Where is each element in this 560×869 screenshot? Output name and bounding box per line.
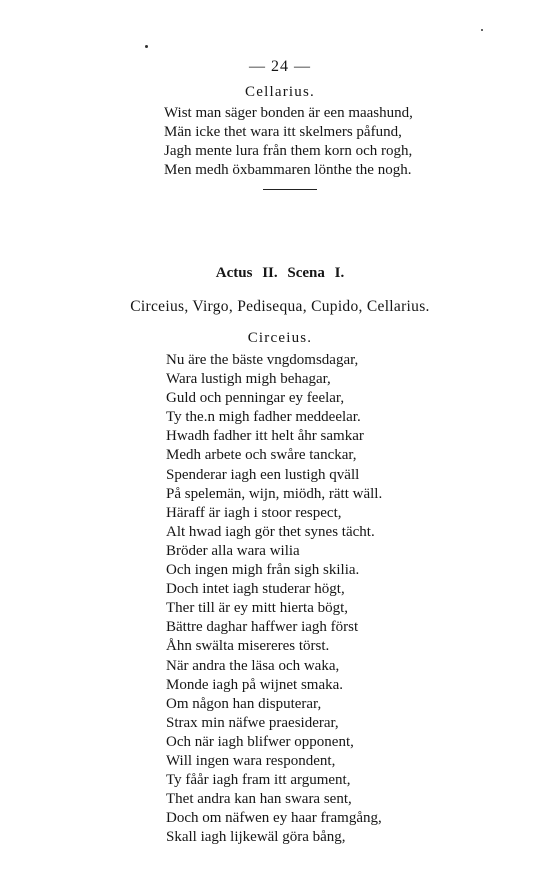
speaker-name-circeius: Circeius. [247, 330, 313, 346]
verse-line: Spenderar iagh een lustigh qväll [166, 466, 360, 483]
verse-line: Will ingen wara respondent, [166, 752, 336, 769]
verse-line: Wist man säger bonden är een maashund, [164, 105, 413, 121]
verse-line: Skall iagh lijkewäl göra bång, [166, 829, 346, 846]
verse-line: Ty the.n migh fadher meddeelar. [166, 409, 361, 426]
verse-line: Häraff är iagh i stoor respect, [166, 504, 342, 521]
verse-line: Thet andra kan han swara sent, [166, 791, 352, 808]
verse-line: På spelemän, wijn, miödh, rätt wäll. [166, 485, 383, 502]
verse-line: Men medh öxbammaren lönthe the nogh. [164, 161, 412, 178]
verse-line: Bröder alla wara wilia [166, 542, 300, 559]
speaker-name-cellarius: Cellarius. [245, 84, 315, 100]
verse-line: Jagh mente lura från them korn och rogh, [164, 142, 413, 159]
verse-line: Om någon han disputerar, [166, 695, 322, 712]
verse-line: Guld och penningar ey feelar, [166, 390, 345, 407]
verse-line: Nu äre the bäste vngdomsdagar, [166, 352, 359, 368]
verse-line: Doch om näfwen ey haar framgång, [166, 810, 382, 827]
verse-stanza-cellarius [164, 104, 413, 180]
verse-line: Åhn swälta misereres törst. [166, 638, 330, 655]
verse-line: Wara lustigh migh behagar, [166, 371, 331, 388]
act-scene-heading: Actus II. Scena I. [215, 265, 345, 281]
verse-line: När andra the läsa och waka, [166, 657, 340, 674]
character-list: Circeius, Virgo, Pedisequa, Cupido, Cellarius. [130, 298, 430, 315]
verse-line: Och ingen migh från sigh skilia. [166, 562, 360, 579]
ink-speck [145, 45, 148, 48]
verse-line: Män icke thet wara itt skelmers påfund, [164, 123, 402, 140]
verse-stanza-circeius [166, 351, 382, 847]
verse-line: Alt hwad iagh gör thet synes tächt. [166, 523, 375, 540]
verse-line: Monde iagh på wijnet smaka. [166, 676, 344, 693]
ink-speck [481, 29, 483, 31]
verse-line: Doch intet iagh studerar högt, [166, 581, 345, 598]
verse-line: Ty fåår iagh fram itt argument, [166, 772, 351, 789]
page-number: — 24 — [249, 58, 311, 75]
verse-line: Medh arbete och swåre tanckar, [166, 447, 357, 464]
verse-line: Hwadh fadher itt helt åhr samkar [166, 428, 364, 445]
section-divider [263, 189, 317, 190]
verse-line: Bättre daghar haffwer iagh först [166, 619, 359, 636]
verse-line: Och när iagh blifwer opponent, [166, 733, 354, 750]
verse-line: Strax min näfwe praesiderar, [166, 714, 339, 731]
verse-line: Ther till är ey mitt hierta bögt, [166, 600, 349, 617]
